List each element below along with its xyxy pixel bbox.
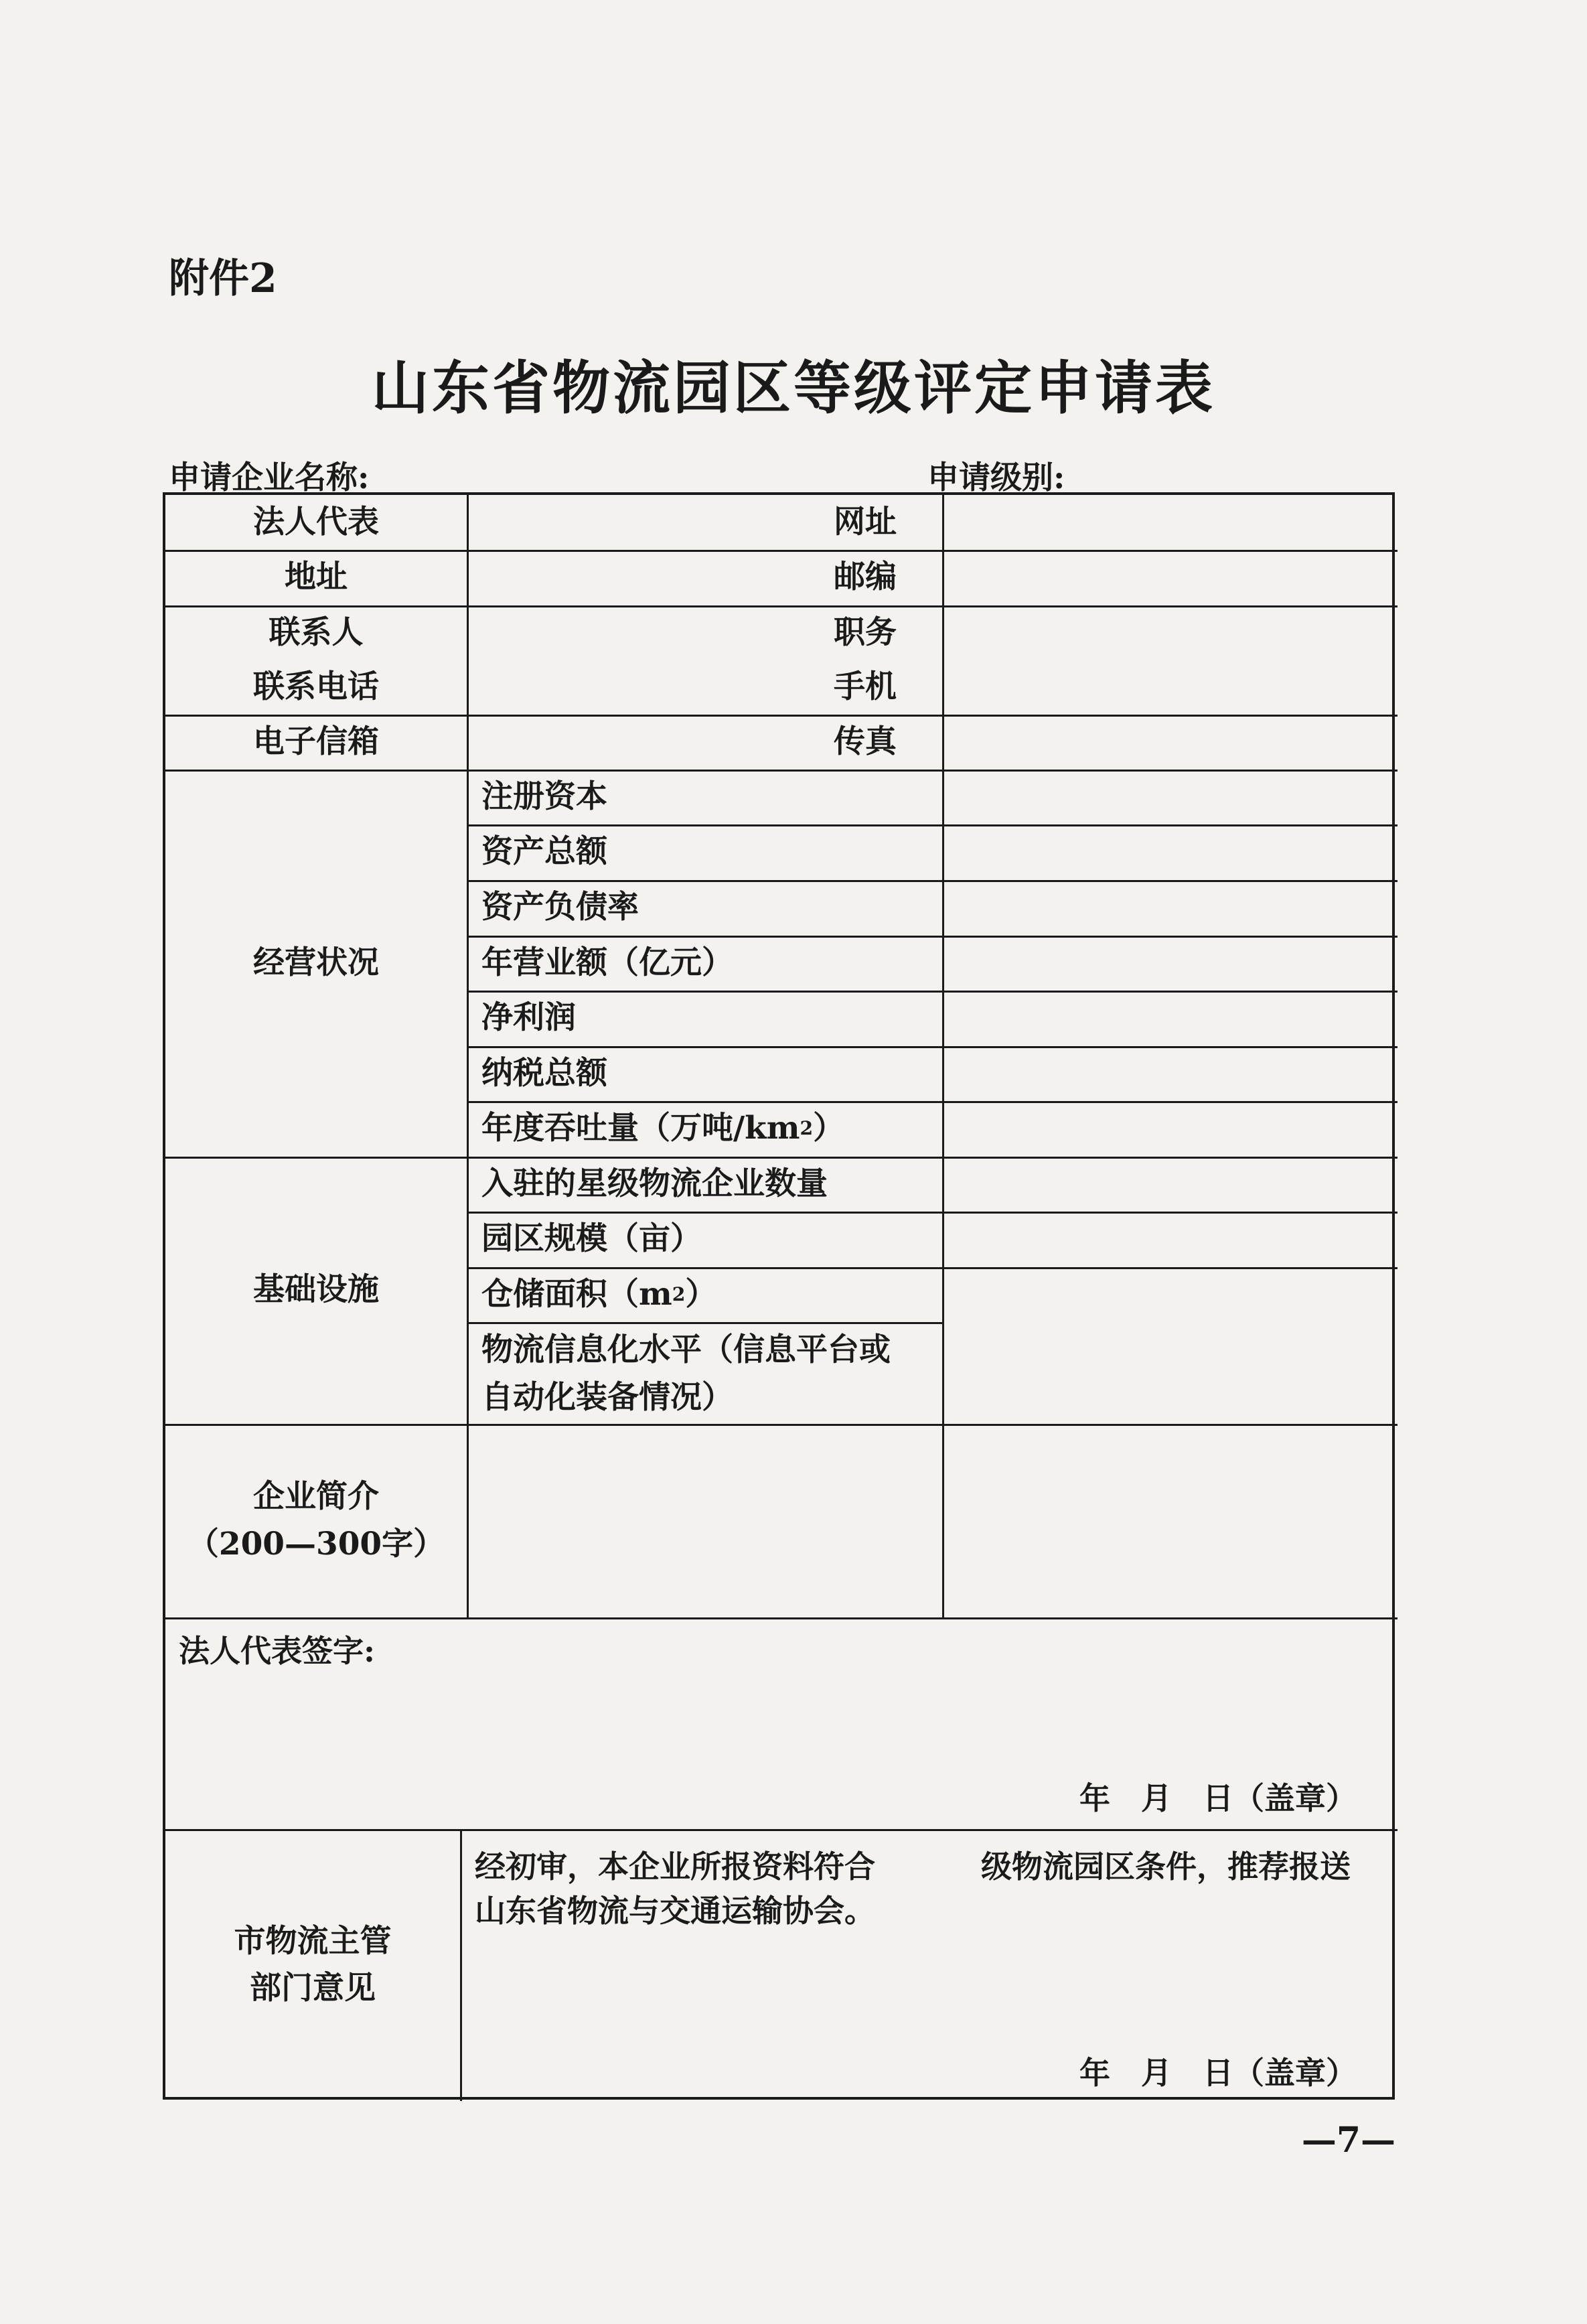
email-label: 电子信箱 — [253, 723, 379, 760]
postcode-field[interactable] — [944, 550, 1397, 605]
phone-label: 联系电话 — [253, 668, 379, 706]
net-profit-label: 净利润 — [481, 999, 576, 1037]
mobile-label: 手机 — [834, 668, 897, 706]
star-enterprises-label: 入驻的星级物流企业数量 — [481, 1165, 828, 1202]
page-number: —7— — [1301, 2120, 1395, 2161]
company-intro-field[interactable] — [469, 1426, 1397, 1617]
infrastructure-label: 基础设施 — [253, 1271, 379, 1309]
fax-label: 传真 — [834, 723, 897, 760]
signature-label: 法人代表签字: — [179, 1633, 375, 1669]
legal-rep-field[interactable] — [469, 495, 786, 550]
signature-date: 年 月 日（盖章） — [1079, 1780, 1357, 1816]
legal-rep-label: 法人代表 — [253, 503, 379, 540]
attachment-label: 附件2 — [169, 255, 277, 302]
postcode-label: 邮编 — [834, 559, 897, 596]
debt-ratio-label: 资产负债率 — [481, 889, 639, 926]
total-tax-label: 纳税总额 — [481, 1054, 607, 1092]
city-opinion-text-b: 级物流园区条件，推荐报送 — [981, 1848, 1351, 1885]
annual-revenue-label: 年营业额（亿元） — [481, 944, 733, 981]
website-label: 网址 — [834, 503, 897, 540]
company-intro-label: 企业简介 （200—300字） — [187, 1478, 445, 1563]
city-opinion-label: 市物流主管 部门意见 — [234, 1922, 392, 2007]
website-field[interactable] — [944, 495, 1397, 550]
operations-label: 经营状况 — [253, 944, 379, 981]
contact-person-label: 联系人 — [269, 613, 364, 651]
registered-capital-label: 注册资本 — [481, 778, 607, 815]
storage-area-label: 仓储面积（m 2 ） — [481, 1275, 717, 1313]
park-scale-label: 园区规模（亩） — [481, 1220, 702, 1258]
address-label: 地址 — [285, 559, 348, 596]
page-title: 山东省物流园区等级评定申请表 — [372, 354, 1215, 422]
info-level-label: 物流信息化水平（信息平台或 自动化装备情况） — [481, 1331, 891, 1416]
position-label: 职务 — [834, 613, 897, 651]
address-field[interactable] — [469, 550, 786, 605]
application-form — [163, 492, 1395, 2100]
total-assets-label: 资产总额 — [481, 833, 607, 871]
annual-throughput-label: 年度吞吐量（万吨/km 2 ） — [481, 1110, 845, 1147]
grade-label: 申请级别: — [927, 459, 1065, 496]
company-name-label: 申请企业名称: — [169, 459, 370, 496]
city-opinion-text-2: 山东省物流与交通运输协会。 — [475, 1893, 875, 1929]
city-opinion-date: 年 月 日（盖章） — [1079, 2055, 1357, 2091]
city-opinion-text-a: 经初审，本企业所报资料符合 — [475, 1848, 875, 1885]
